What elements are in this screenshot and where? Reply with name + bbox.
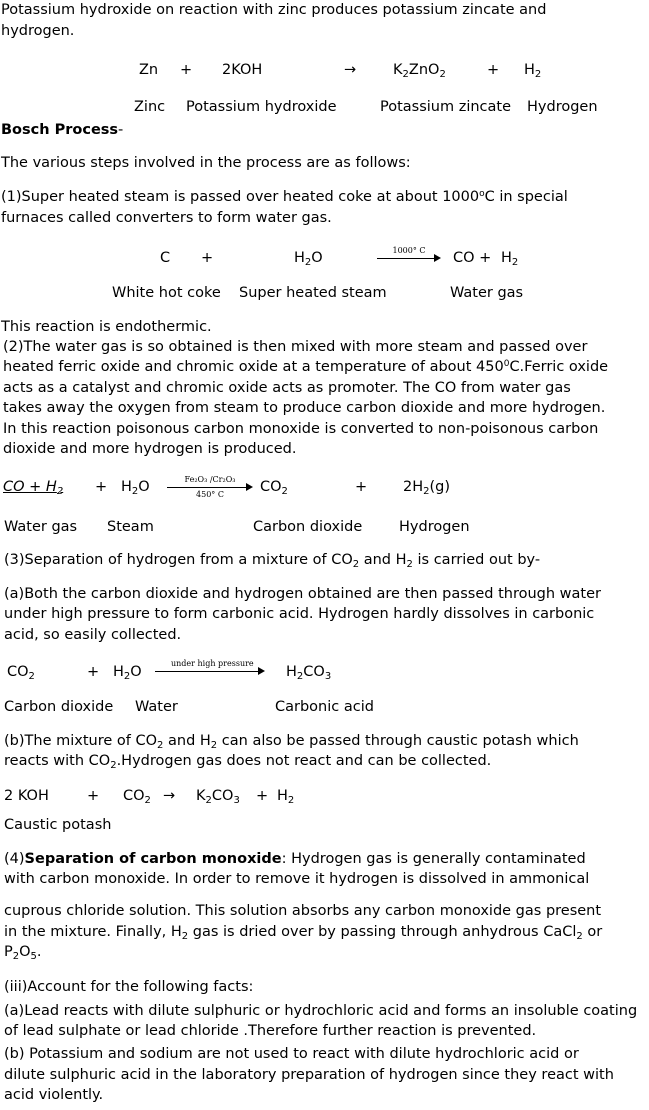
step3a-line-2: under high pressure to form carbonic acid. Hydrogen hardly dissolves in carbonic bbox=[4, 606, 595, 622]
eq2-label-steam: Super heated steam bbox=[239, 285, 387, 301]
step4-line-4: in the mixture. Finally, $H_2$ gas is dried over by passing through anhydrous CaCl$_2$ or bbox=[4, 924, 603, 942]
step3b-line-1: (b)The mixture of $CO_2$ and $H_2$ can also be passed through caustic potash which bbox=[4, 733, 579, 751]
eq3-label-co2: Carbon dioxide bbox=[253, 519, 363, 535]
eq1-label-zincate: Potassium zincate bbox=[380, 99, 512, 115]
eq5-co2: $CO_2$ bbox=[123, 788, 151, 806]
eq2-label-gas: Water gas bbox=[450, 285, 524, 301]
step3a-line-3: acid, so easily collected. bbox=[4, 627, 182, 643]
eq5-arrow: → bbox=[163, 788, 176, 804]
eq5-koh: 2 KOH bbox=[4, 788, 49, 804]
eq1-koh: 2KOH bbox=[222, 62, 263, 78]
step4-heading: Separation of carbon monoxide bbox=[24, 851, 282, 867]
step2-line-4: takes away the oxygen from steam to produce carbon dioxide and more hydrogen. bbox=[3, 400, 606, 416]
endothermic-note: This reaction is endothermic. bbox=[1, 319, 212, 335]
eq2-c: C bbox=[160, 250, 171, 266]
eq3-h2o: $H_2O$ bbox=[121, 479, 150, 497]
eq2-h2: $H_2$ bbox=[501, 250, 519, 268]
eq3-label-h2: Hydrogen bbox=[399, 519, 470, 535]
step4-line-3: cuprous chloride solution. This solution absorbs any carbon monoxide gas present bbox=[4, 903, 602, 919]
eq2-arrow-label: 1000° C bbox=[392, 246, 426, 255]
step4-line-5: $P_2O_5$. bbox=[4, 944, 42, 962]
step3a-line-1: (a)Both the carbon dioxide and hydrogen obtained are then passed through water bbox=[4, 586, 601, 602]
fact-b-line-1: (b) Potassium and sodium are not used to react with dilute hydrochloric acid or bbox=[4, 1046, 579, 1062]
eq4-plus: + bbox=[87, 664, 100, 680]
fact-b-line-3: acid violently. bbox=[4, 1087, 104, 1103]
eq3-plus: + bbox=[95, 479, 108, 495]
eq5-plus: + bbox=[87, 788, 100, 804]
eq3-label-water-gas: Water gas bbox=[4, 519, 78, 535]
eq2-label-coke: White hot coke bbox=[112, 285, 221, 301]
eq3-arrow-top: Fe₂O₃ /Cr₂O₃ bbox=[184, 475, 236, 484]
step2-line-2: heated ferric oxide and chromic oxide at a temperature of about $450^0C.Ferric$ oxide bbox=[3, 359, 609, 375]
eq4-h2o: $H_2O$ bbox=[113, 664, 142, 682]
eq3-2h2: $2H_2(g)$ bbox=[403, 479, 451, 497]
eq5-plus-2: + bbox=[256, 788, 269, 804]
eq3-arrow-bottom: 450° C bbox=[196, 490, 224, 499]
step2-line-6: dioxide and more hydrogen is produced. bbox=[3, 441, 297, 457]
fact-a-line-1: (a)Lead reacts with dilute sulphuric or hydrochloric acid and forms an insoluble coating bbox=[4, 1003, 638, 1019]
eq2-plus: + bbox=[201, 250, 214, 266]
eq4-label-co2: Carbon dioxide bbox=[4, 699, 114, 715]
eq1-h2: $H_2$ bbox=[524, 62, 542, 80]
step1-line-1: (1)Super heated steam is passed over heated coke at about 1000$^o$C in special bbox=[1, 189, 568, 205]
eq5-label-potash: Caustic potash bbox=[4, 817, 112, 833]
eq2-h2o: $H_2O$ bbox=[294, 250, 323, 268]
eq1-label-zinc: Zinc bbox=[134, 99, 166, 115]
step1-line-2: furnaces called converters to form water gas. bbox=[1, 210, 332, 226]
eq1-plus-2: + bbox=[487, 62, 500, 78]
eq1-label-hydrogen: Hydrogen bbox=[527, 99, 598, 115]
step3-heading: (3)Separation of hydrogen from a mixture of $CO_2$ and $H_2$ is carried out by- bbox=[4, 552, 541, 570]
eq4-label-water: Water bbox=[135, 699, 178, 715]
eq3-co-h2: CO + $H_2$ bbox=[3, 479, 64, 497]
intro-line-2: hydrogen. bbox=[1, 23, 75, 39]
step3b-line-2: reacts with $CO_2.Hydrogen$ gas does not react and can be collected. bbox=[4, 753, 492, 771]
eq1-zn: Zn bbox=[139, 62, 159, 78]
eq1-arrow: → bbox=[344, 62, 357, 78]
eq5-h2: $H_2$ bbox=[277, 788, 295, 806]
eq1-plus: + bbox=[180, 62, 193, 78]
bosch-steps-intro: The various steps involved in the process are as follows: bbox=[1, 155, 411, 171]
eq3-label-steam: Steam bbox=[107, 519, 154, 535]
eq2-co: CO + bbox=[453, 250, 492, 266]
step2-line-3: acts as a catalyst and chromic oxide acts as promoter. The CO from water gas bbox=[3, 380, 571, 396]
eq3-co2: $CO_2$ bbox=[260, 479, 288, 497]
fact-a-line-2: of lead sulphate or lead chloride .Therefore further reaction is prevented. bbox=[4, 1023, 537, 1039]
eq3-plus-2: + bbox=[355, 479, 368, 495]
intro-line-1: Potassium hydroxide on reaction with zinc produces potassium zincate and bbox=[1, 2, 547, 18]
step2-line-5: In this reaction poisonous carbon monoxide is converted to non-poisonous carbon bbox=[3, 421, 599, 437]
eq1-label-koh: Potassium hydroxide bbox=[186, 99, 337, 115]
fact-b-line-2: dilute sulphuric acid in the laboratory preparation of hydrogen since they react with bbox=[4, 1067, 614, 1083]
step4-line-1: (4)Separation of carbon monoxide: Hydrogen gas is generally contaminated bbox=[4, 851, 586, 867]
eq4-label-acid: Carbonic acid bbox=[275, 699, 374, 715]
eq5-k2co3: $K_2CO_3$ bbox=[196, 788, 240, 806]
bosch-heading: Bosch Process- bbox=[1, 122, 124, 138]
step4-line-2: with carbon monoxide. In order to remove it hydrogen is dissolved in ammonical bbox=[4, 871, 590, 887]
eq4-co2: $CO_2$ bbox=[7, 664, 35, 682]
eq4-h2co3: $H_2CO_3$ bbox=[286, 664, 332, 682]
facts-heading: (iii)Account for the following facts: bbox=[4, 979, 254, 995]
eq1-k2zno2: $K_2ZnO_2$ bbox=[393, 62, 446, 80]
step2-line-1: (2)The water gas is so obtained is then mixed with more steam and passed over bbox=[3, 339, 588, 355]
eq4-arrow-label: under high pressure bbox=[171, 659, 254, 668]
